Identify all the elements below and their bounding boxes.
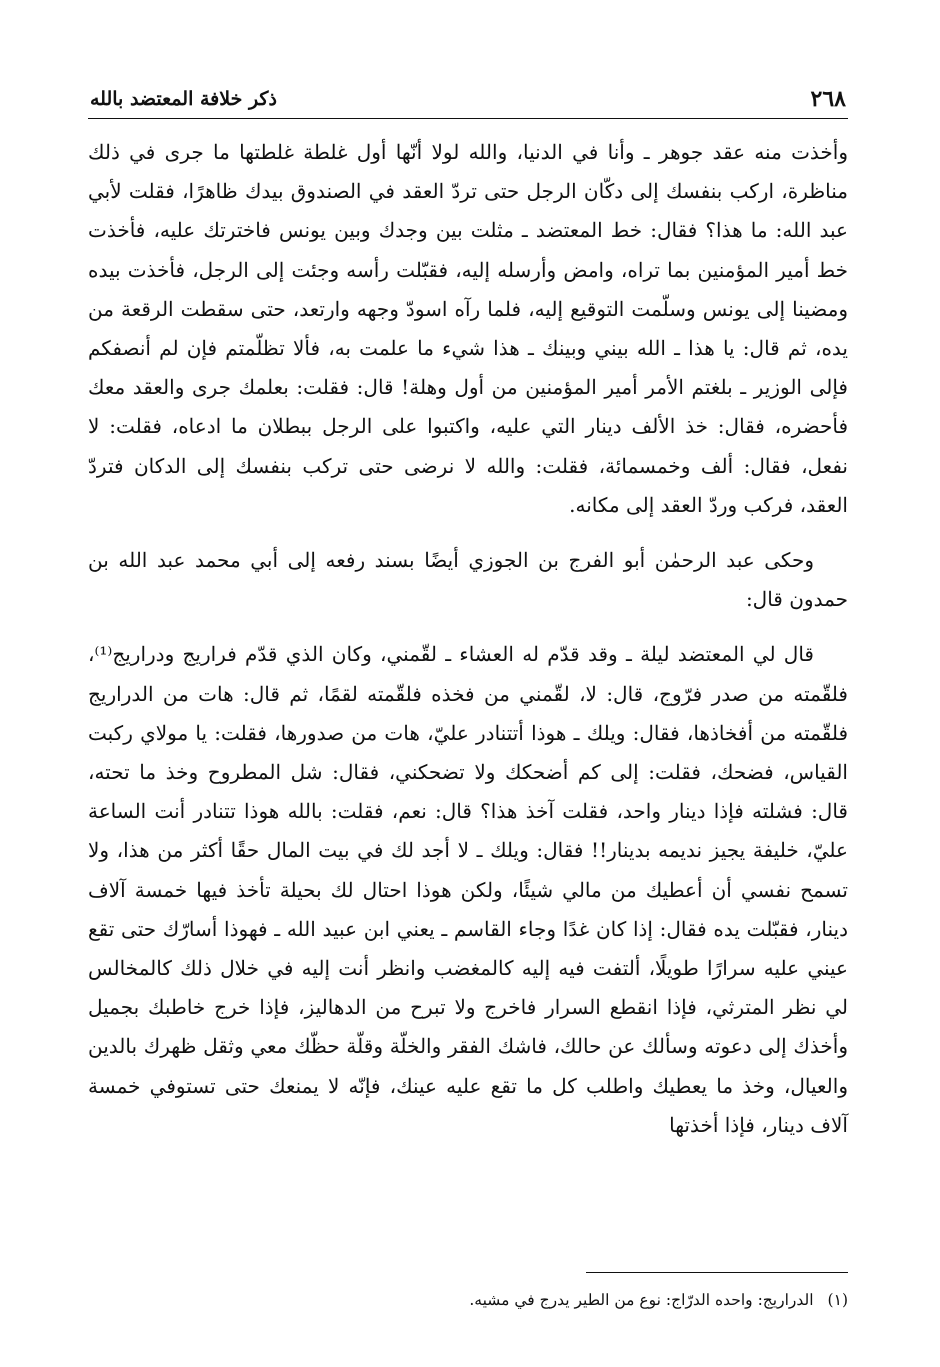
- running-header: [88, 84, 848, 119]
- book-page: [88, 84, 848, 1354]
- footnote: [88, 1288, 848, 1312]
- footnote-number: (١): [827, 1291, 848, 1309]
- footnote-text: الدراريج: واحده الدرّاج: نوع من الطير يدرج في مشيه.: [469, 1291, 814, 1309]
- paragraph-2: وحكى عبد الرحمٰن أبو الفرج بن الجوزي أيضًا بسند رفعه إلى أبي محمد عبد الله بن حمدون قال:: [88, 548, 848, 612]
- running-title: ذكر خلافة المعتضد بالله: [90, 88, 277, 110]
- page-number: ٢٦٨: [810, 86, 846, 112]
- paragraph-1: وأخذت منه عقد جوهر ـ وأنا في الدنيا، والله لولا أنّها أول غلطة غلطتها ما جرى في ذلك مناظرة، اركب بنفسك إلى دكّان الرجل حتى تردّ العقد في الصندوق بيدك ظاهرًا، فقلت لأبي عبد الله: ما هذا؟ فقال: خط المعتضد ـ مثلت بين وجدك وبين يونس فاخترتك عليه، فأخذت خط أمير المؤمنين بما تراه، وامض وأرسله إليه، فقبّلت رأسه وجئت إلى الرجل، فأخذت بيده ومضينا إلى يونس وسلّمت التوقيع إليه، فلما رآه اسودّ وجهه وارتعد، حتى سقطت الرقعة من يده، ثم قال: يا هذا ـ الله بيني وبينك ـ هذا شيء ما علمت به، فألا تظلّمتم فإن لم أنصفكم فإلى الوزير ـ بلغتم الأمر أمير المؤمنين من أول وهلة! قال: فقلت: بعلمك جرى والعقد معك فأحضره، فقال: خذ الألف دينار التي عليه، واكتبوا على الرجل ببطلان ما ادعاه، فقلت: لا نفعل، فقال: ألف وخمسمائة، فقلت: والله لا نرضى حتى تركب بنفسك إلى الدكان فتردّ العقد، فركب وردّ العقد إلى مكانه.: [88, 140, 848, 517]
- footnote-divider: [586, 1272, 848, 1273]
- paragraph-3: قال لي المعتضد ليلة ـ وقد قدّم له العشاء ـ لقّمني، وكان الذي قدّم فراريج ودراريج⁽¹⁾، فلقّمته من صدر فرّوج، قال: لا، لقّمني من فخذه فلقّمته لقمًا، ثم قال: هات من الدراريج فلقّمته من أفخاذها، فقال: ويلك ـ هوذا أتتنادر عليّ، هات من صدورها، فقلت: يا مولاي ركبت القياس، فضحك، فقلت: إلى كم أضحكك ولا تضحكني، فقال: شل المطروح وخذ ما تحته، قال: فشلته فإذا دينار واحد، فقلت آخذ هذا؟ قال: نعم، فقلت: بالله هوذا تتنادر أنت الساعة عليّ، خليفة يجيز نديمه بدينار!! فقال: ويلك ـ لا أجد لك في بيت المال حقًا أكثر من هذا، ولا تسمح نفسي أن أعطيك من مالي شيئًا، ولكن هوذا احتال لك بحيلة تأخذ فيها خمسة آلاف دينار، فقبّلت يده فقال: إذا كان غدًا وجاء القاسم ـ يعني ابن عبيد الله ـ فهوذا أسارّك حتى تقع عيني عليه سرارًا طويلًا، ألتفت فيه إليه كالمغضب وانظر أنت إليه في خلال ذلك كالمخالس لي نظر المترثي، فإذا انقطع السرار فاخرج ولا تبرح من الدهاليز، فإذا خرج خاطبك بجميل وأخذك إلى دعوته وسألك عن حالك، فاشك الفقر والخلّة وقلّة حظّك معي وثقل ظهرك بالدين والعيال، وخذ ما يعطيك واطلب كل ما تقع عليه عينك، فإنّه لا يمنعك حتى تستوفي خمسة آلاف دينار، فإذا أخذتها: [88, 642, 848, 1137]
- main-text: [88, 133, 848, 1145]
